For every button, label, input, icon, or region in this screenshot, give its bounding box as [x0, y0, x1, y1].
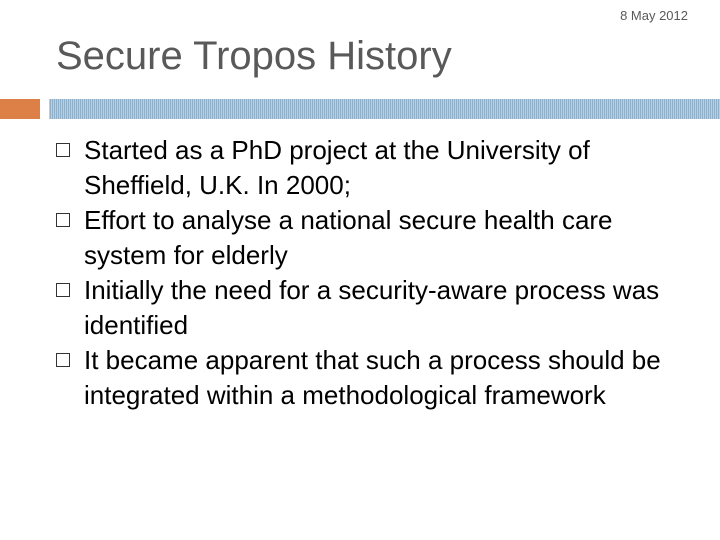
- accent-block: [0, 99, 40, 119]
- bullet-item: [52, 273, 692, 343]
- square-bullet-icon: [52, 203, 84, 239]
- bullet-item: [52, 343, 692, 413]
- bullet-text: Effort to analyse a national secure health care system for elderly: [84, 205, 613, 270]
- accent-band: [49, 99, 720, 119]
- bullet-text: It became apparent that such a process should be integrated within a methodological framework: [84, 345, 661, 410]
- slide-title: Secure Tropos History: [56, 34, 452, 78]
- square-bullet-icon: [52, 343, 84, 379]
- bullet-item: [52, 133, 692, 203]
- square-bullet-icon: [52, 133, 84, 169]
- slide-date: 8 May 2012: [620, 8, 688, 23]
- bullet-text: Started as a PhD project at the University of Sheffield, U.K. In 2000;: [84, 135, 590, 200]
- bullet-list: [52, 133, 692, 413]
- title-divider: [0, 99, 720, 119]
- bullet-item: [52, 203, 692, 273]
- bullet-text: Initially the need for a security-aware process was identified: [84, 275, 660, 340]
- square-bullet-icon: [52, 273, 84, 309]
